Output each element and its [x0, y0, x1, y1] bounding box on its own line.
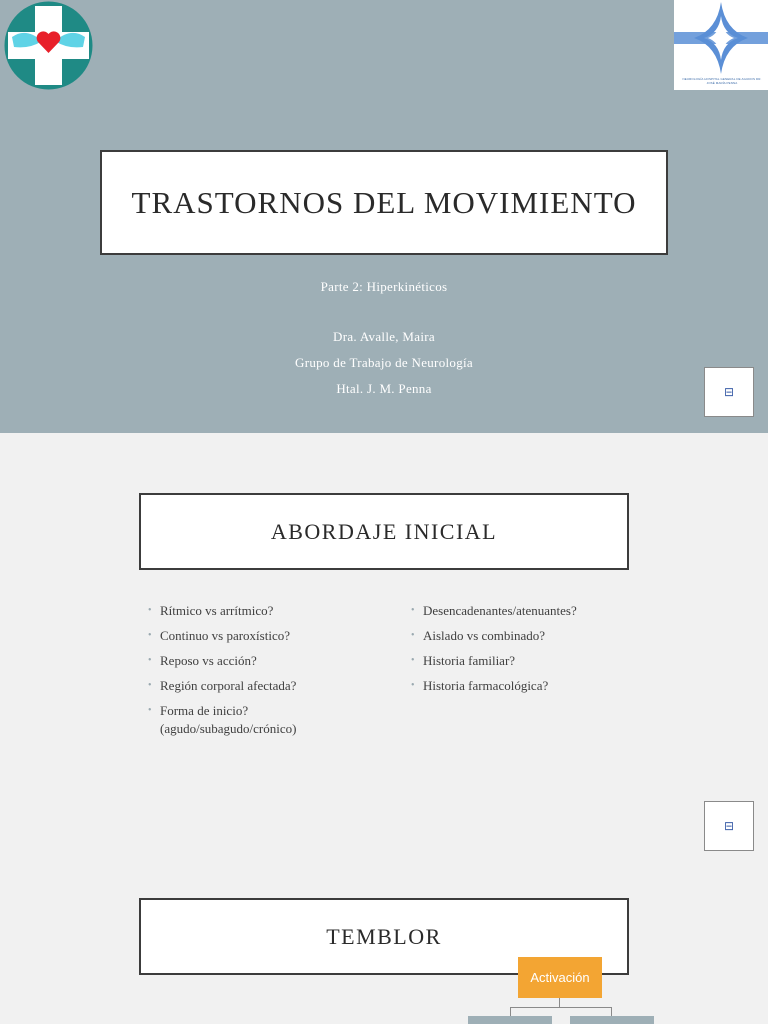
list-item: • Desencadenantes/atenuantes?: [411, 602, 651, 620]
org-child-node: [570, 1016, 654, 1024]
logo-caption: NEUROLOGÍA HOSPITAL GENERAL DE AGUDOS DR. JOSÉ MARÍA PENNA: [682, 77, 762, 85]
list-item: • Aislado vs combinado?: [411, 627, 651, 645]
section-title: TEMBLOR: [326, 923, 442, 949]
subtitle-part: Parte 2: Hiperkinéticos: [320, 279, 448, 294]
list-item: • Región corporal afectada?: [148, 677, 378, 695]
subtitle-author: Dra. Avalle, Maira: [333, 329, 435, 344]
right-bullet-list: [411, 602, 651, 702]
hospital-heart-logo: [2, 1, 95, 90]
left-bullet-list: [148, 602, 378, 745]
expand-icon: ⊟: [723, 819, 735, 833]
org-connector: [611, 1007, 612, 1016]
list-item: • Historia farmacológica?: [411, 677, 651, 695]
org-connector: [559, 998, 560, 1007]
org-node-label: Activación: [530, 970, 590, 985]
expand-icon: ⊟: [723, 385, 735, 399]
org-connector: [510, 1007, 511, 1016]
list-item: • Continuo vs paroxístico?: [148, 627, 378, 645]
list-item: • Forma de inicio? (agudo/subagudo/crónico): [148, 702, 330, 738]
list-item: • Historia familiar?: [411, 652, 651, 670]
title-slide: [0, 0, 768, 433]
subtitle-hospital: Htal. J. M. Penna: [336, 381, 432, 396]
list-item: • Reposo vs acción?: [148, 652, 378, 670]
list-item: • Rítmico vs arrítmico?: [148, 602, 378, 620]
title-box: [100, 150, 668, 255]
neurology-star-logo: [674, 0, 768, 90]
expand-slide-button[interactable]: [704, 801, 754, 851]
subtitle-group: Grupo de Trabajo de Neurología: [295, 355, 473, 370]
presentation-title: TRASTORNOS DEL MOVIMIENTO: [131, 184, 637, 220]
org-chart-root-node: [518, 957, 602, 998]
section-title: ABORDAJE INICIAL: [270, 518, 498, 544]
org-connector: [510, 1007, 612, 1008]
org-child-node: [468, 1016, 552, 1024]
section-title-box: [139, 493, 629, 570]
expand-slide-button[interactable]: [704, 367, 754, 417]
